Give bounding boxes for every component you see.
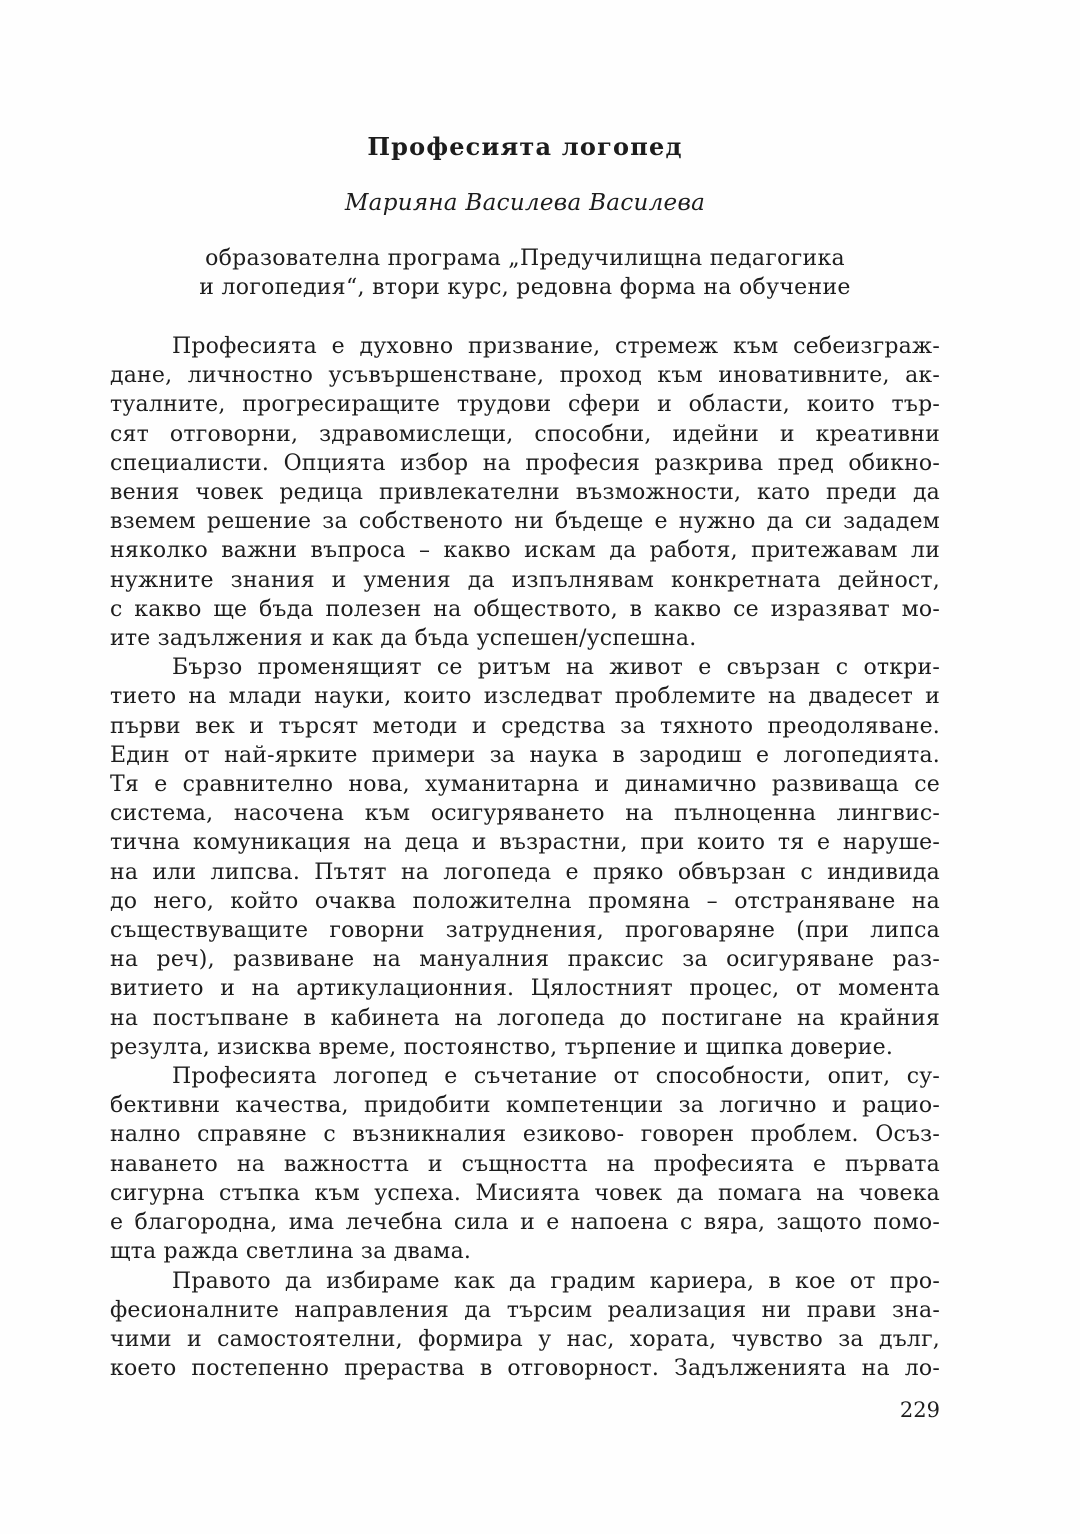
text-line: на постъпване в кабинета на логопеда до постигане на крайния [110, 1005, 940, 1031]
program-line: образователна програма „Предучилищна педагогика [205, 246, 845, 271]
text-line: дане, личностно усъвършенстване, проход към иновативните, ак- [110, 363, 940, 389]
paragraph [110, 1267, 940, 1384]
text-line: с какво ще бъда полезен на обществото, в какво се изразяват мо- [110, 596, 940, 622]
text-line: Професията е духовно призвание, стремеж към себеизграж- [172, 334, 940, 359]
text-line: на реч), развиване на мануалния праксис за осигуряване раз- [110, 947, 940, 973]
author-name: Марияна Василева Василева [344, 190, 706, 216]
program-line: и логопедия“, втори курс, редовна форма на обучение [199, 275, 851, 300]
article-body [110, 332, 940, 1383]
text-line: фесионалните направления да търсим реализация ни прави зна- [110, 1297, 940, 1323]
text-line: щта ражда светлина за двама. [110, 1239, 472, 1265]
text-line: система, насочена към осигуряването на пълноценна лингвис- [110, 801, 940, 827]
text-line: до него, който очаква положителна промяна – отстраняване на [110, 888, 940, 914]
text-line: тична комуникация на деца и възрастни, при които тя е наруше- [110, 830, 940, 856]
text-line: тието на млади науки, които изследват проблемите на двадесет и [110, 684, 940, 710]
text-line: съществуващите говорни затруднения, проговаряне (при липса [110, 918, 940, 944]
paragraph [110, 653, 940, 1062]
text-line: наването на важността и същността на професията е първата [110, 1151, 940, 1177]
text-line: Професията логопед е съчетание от способности, опит, су- [172, 1064, 940, 1090]
paragraph [110, 332, 940, 653]
program-info [110, 244, 940, 302]
text-line: чими и самостоятелни, формира у нас, хората, чувство за дълг, [110, 1326, 940, 1352]
text-line: сигурна стъпка към успеха. Мисията човек да помага на човека [110, 1180, 940, 1206]
text-line: нално справяне с възникналия езиково- говорен проблем. Осъз- [110, 1122, 940, 1148]
text-line: туалните, прогресиращите трудови сфери и области, които тър- [110, 392, 940, 418]
text-line: няколко важни въпроса – какво искам да работя, притежавам ли [110, 538, 940, 564]
page-content [110, 0, 940, 1383]
text-line: бективни качества, придобити компетенции за логично и рацио- [110, 1093, 940, 1119]
text-line: специалисти. Опцията избор на професия разкрива пред обикно- [110, 450, 940, 476]
paragraph [110, 1062, 940, 1266]
text-line: първи век и търсят методи и средства за тяхното преодоляване. [110, 713, 940, 739]
text-line: сят отговорни, здравомислещи, способни, идейни и креативни [110, 421, 940, 447]
text-line: на или липсва. Пътят на логопеда е пряко обвързан с индивида [110, 859, 940, 885]
article-title: Професията логопед [367, 132, 683, 161]
text-line: вземем решение за собственото ни бъдеще е нужно да си зададем [110, 509, 940, 535]
text-line: Един от най-ярките примери за наука в зародиш е логопедията. [110, 742, 940, 768]
text-line: което постепенно прераства в отговорност. Задълженията на ло- [110, 1356, 940, 1382]
text-line: витието и на артикулационния. Цялостният процес, от момента [110, 976, 940, 1002]
text-line: Бързо променящият се ритъм на живот е свързан с откри- [172, 655, 940, 681]
page-number: 229 [899, 1398, 940, 1422]
text-line: Правото да избираме как да градим кариера, в кое от про- [172, 1268, 940, 1294]
text-line: резулта, изисква време, постоянство, търпение и щипка доверие. [110, 1034, 894, 1060]
text-line: Тя е сравнително нова, хуманитарна и динамично развиваща се [110, 772, 940, 798]
text-line: нужните знания и умения да изпълнявам конкретната дейност, [110, 567, 940, 593]
text-line: е благородна, има лечебна сила и е напоена с вяра, защото помо- [110, 1210, 940, 1236]
text-line: вения човек редица привлекателни възможности, като преди да [110, 480, 940, 506]
text-line: ите задължения и как да бъда успешен/успешна. [110, 626, 697, 652]
